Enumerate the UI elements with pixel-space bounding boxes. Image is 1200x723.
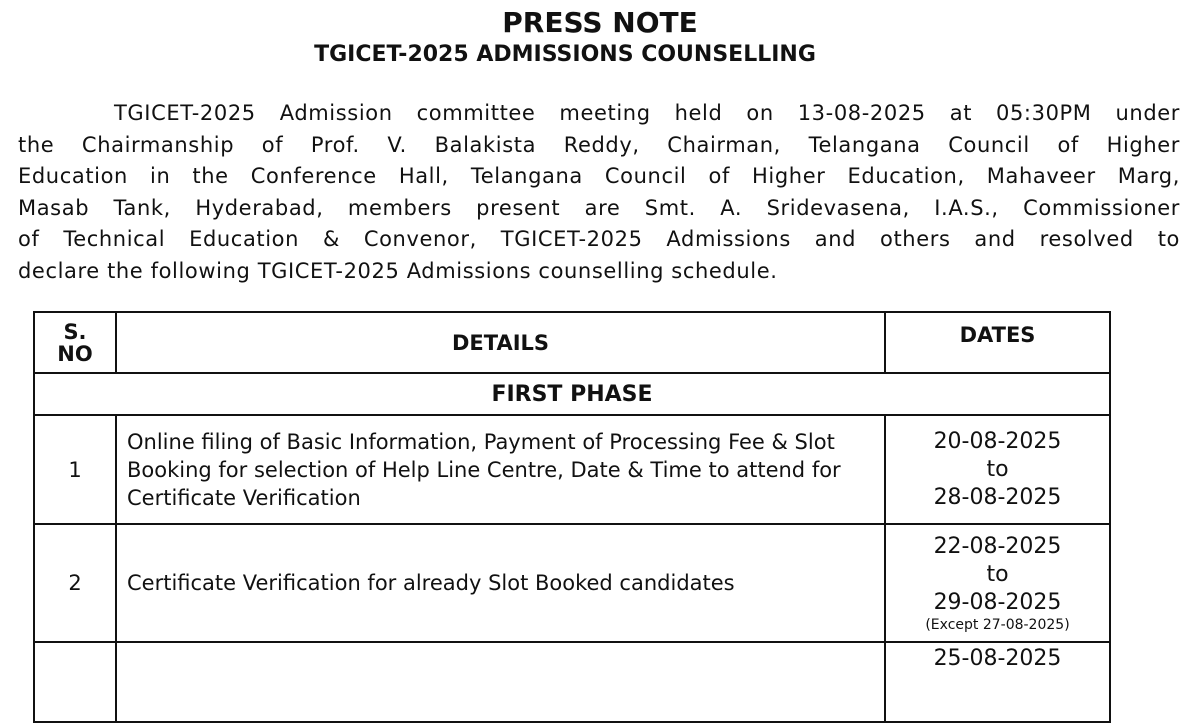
phase-row (34, 373, 1110, 415)
paragraph-line: TGICET-2025 Admission committee meeting held on 13-08-2025 at 05:30PM under (114, 101, 1180, 125)
dates-header: DATES (885, 312, 1110, 373)
paragraph-line: declare the following TGICET-2025 Admissions counselling schedule. (18, 258, 778, 283)
row-dates: 25-08-2025 (885, 642, 1110, 722)
page-title: PRESS NOTE (502, 6, 698, 39)
row-sno: 2 (34, 524, 116, 642)
schedule-table (33, 311, 1111, 723)
page-subtitle: TGICET-2025 ADMISSIONS COUNSELLING (314, 42, 816, 67)
paragraph-line: of Technical Education & Convenor, TGICET-2025 Admissions and others and resolved to (18, 227, 1180, 252)
paragraph-line: the Chairmanship of Prof. V. Balakista Reddy, Chairman, Telangana Council of Higher (18, 132, 1180, 157)
table-row (34, 642, 1110, 722)
table-row (34, 415, 1110, 524)
details-header: DETAILS (116, 312, 885, 373)
phase-label: FIRST PHASE (34, 373, 1110, 415)
table-row (34, 524, 1110, 642)
paragraph-line: Education in the Conference Hall, Telangana Council of Higher Education, Mahaveer Marg, (18, 164, 1180, 189)
sno-header: S. NO (34, 312, 116, 373)
row-dates: 20-08-2025 to 28-08-2025 (885, 415, 1110, 524)
date-exception-note: (Except 27-08-2025) (925, 617, 1070, 633)
row-sno: 1 (34, 415, 116, 524)
paragraph-line: Masab Tank, Hyderabad, members present are Smt. A. Sridevasena, I.A.S., Commissioner (18, 195, 1180, 220)
row-details: Online filing of Basic Information, Payment of Processing Fee & Slot Booking for selection of Help Line Centre, Date & Time to attend for Certificate Verification (116, 415, 885, 524)
table-header-row (34, 312, 1110, 373)
row-details: Certificate Verification for already Slot Booked candidates (116, 524, 885, 642)
row-dates: 22-08-2025 to 29-08-2025 (Except 27-08-2025) (885, 524, 1110, 642)
intro-paragraph (18, 98, 1180, 288)
